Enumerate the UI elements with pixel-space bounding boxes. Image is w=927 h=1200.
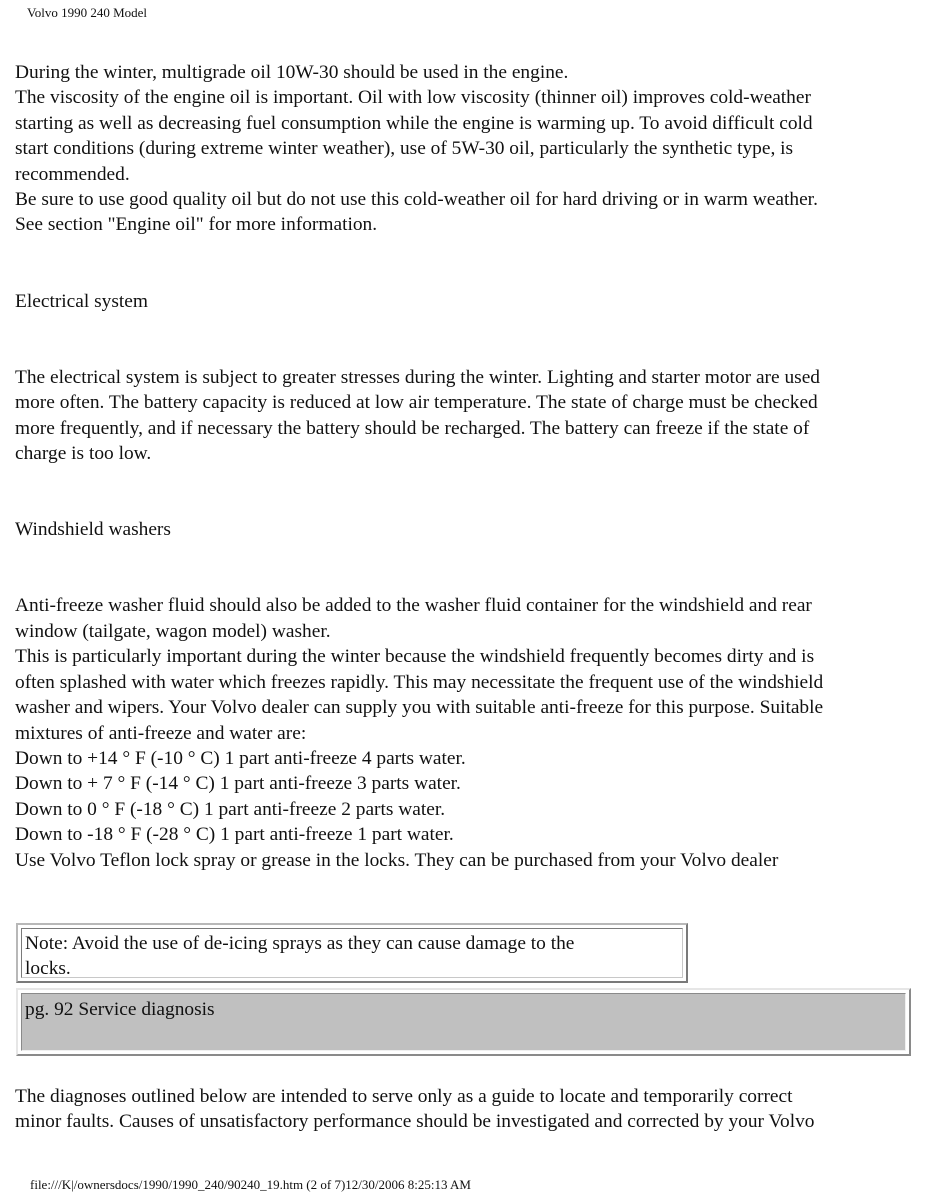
oil-section xyxy=(15,60,915,238)
washers-line: window (tailgate, wagon model) washer. xyxy=(15,620,331,642)
oil-line: During the winter, multigrade oil 10W-30 should be used in the engine. xyxy=(15,62,569,83)
washers-line: mixtures of anti-freeze and water are: xyxy=(15,722,307,744)
washers-heading: Windshield washers xyxy=(15,519,171,541)
mixture-line: Down to 0 ° F (-18 ° C) 1 part anti-freeze 2 parts water. xyxy=(15,798,446,820)
spacer xyxy=(15,466,915,517)
oil-line: Be sure to use good quality oil but do not use this cold-weather oil for hard driving or in warm weather. xyxy=(15,189,818,211)
document-header-title: Volvo 1990 240 Model xyxy=(27,5,148,20)
washers-section xyxy=(15,593,915,872)
oil-line: starting as well as decreasing fuel consumption while the engine is warming up. To avoid difficult cold xyxy=(15,112,813,134)
oil-line: recommended. xyxy=(15,163,130,185)
note-line: locks. xyxy=(25,958,71,980)
document-body xyxy=(15,60,915,873)
oil-line: See section "Engine oil" for more information. xyxy=(15,214,378,236)
spacer xyxy=(15,314,915,365)
diagnosis-section xyxy=(15,1084,915,1135)
electrical-line: The electrical system is subject to greater stresses during the winter. Lighting and starter motor are used xyxy=(15,366,821,388)
spacer xyxy=(15,543,915,594)
diagnosis-line: minor faults. Causes of unsatisfactory performance should be investigated and corrected by your Volvo xyxy=(15,1111,815,1133)
mixture-line: Down to -18 ° F (-28 ° C) 1 part anti-freeze 1 part water. xyxy=(15,824,454,846)
electrical-section xyxy=(15,365,915,467)
footer-file-path: file:///K|/ownersdocs/1990/1990_240/90240_19.htm (2 of 7)12/30/2006 8:25:13 AM xyxy=(30,1177,471,1192)
mixture-line: Down to +14 ° F (-10 ° C) 1 part anti-freeze 4 parts water. xyxy=(15,747,466,769)
electrical-line: charge is too low. xyxy=(15,443,152,465)
washers-line: Use Volvo Teflon lock spray or grease in the locks. They can be purchased from your Volvo dealer xyxy=(15,849,779,871)
electrical-heading: Electrical system xyxy=(15,290,148,312)
mixture-line: Down to + 7 ° F (-14 ° C) 1 part anti-freeze 3 parts water. xyxy=(15,773,461,795)
washers-line: often splashed with water which freezes rapidly. This may necessitate the frequent use of the windshield xyxy=(15,671,824,693)
page-section-box xyxy=(16,988,911,1056)
electrical-line: more frequently, and if necessary the battery should be recharged. The battery can freeze if the state of xyxy=(15,417,810,439)
note-content xyxy=(21,928,683,978)
note-box xyxy=(16,923,688,983)
washers-line: This is particularly important during the winter because the windshield frequently becomes dirty and is xyxy=(15,646,815,668)
page-section-label: pg. 92 Service diagnosis xyxy=(21,993,906,1051)
washers-line: Anti-freeze washer fluid should also be added to the washer fluid container for the windshield and rear xyxy=(15,595,812,617)
spacer xyxy=(15,238,915,289)
oil-line: The viscosity of the engine oil is important. Oil with low viscosity (thinner oil) improves cold-weather xyxy=(15,87,811,109)
oil-line: start conditions (during extreme winter weather), use of 5W-30 oil, particularly the synthetic type, is xyxy=(15,138,794,160)
electrical-line: more often. The battery capacity is reduced at low air temperature. The state of charge must be checked xyxy=(15,392,818,414)
diagnosis-line: The diagnoses outlined below are intended to serve only as a guide to locate and temporarily correct xyxy=(15,1086,793,1107)
note-line: Note: Avoid the use of de-icing sprays as they can cause damage to the xyxy=(25,933,575,954)
washers-line: washer and wipers. Your Volvo dealer can supply you with suitable anti-freeze for this purpose. Suitable xyxy=(15,697,824,719)
